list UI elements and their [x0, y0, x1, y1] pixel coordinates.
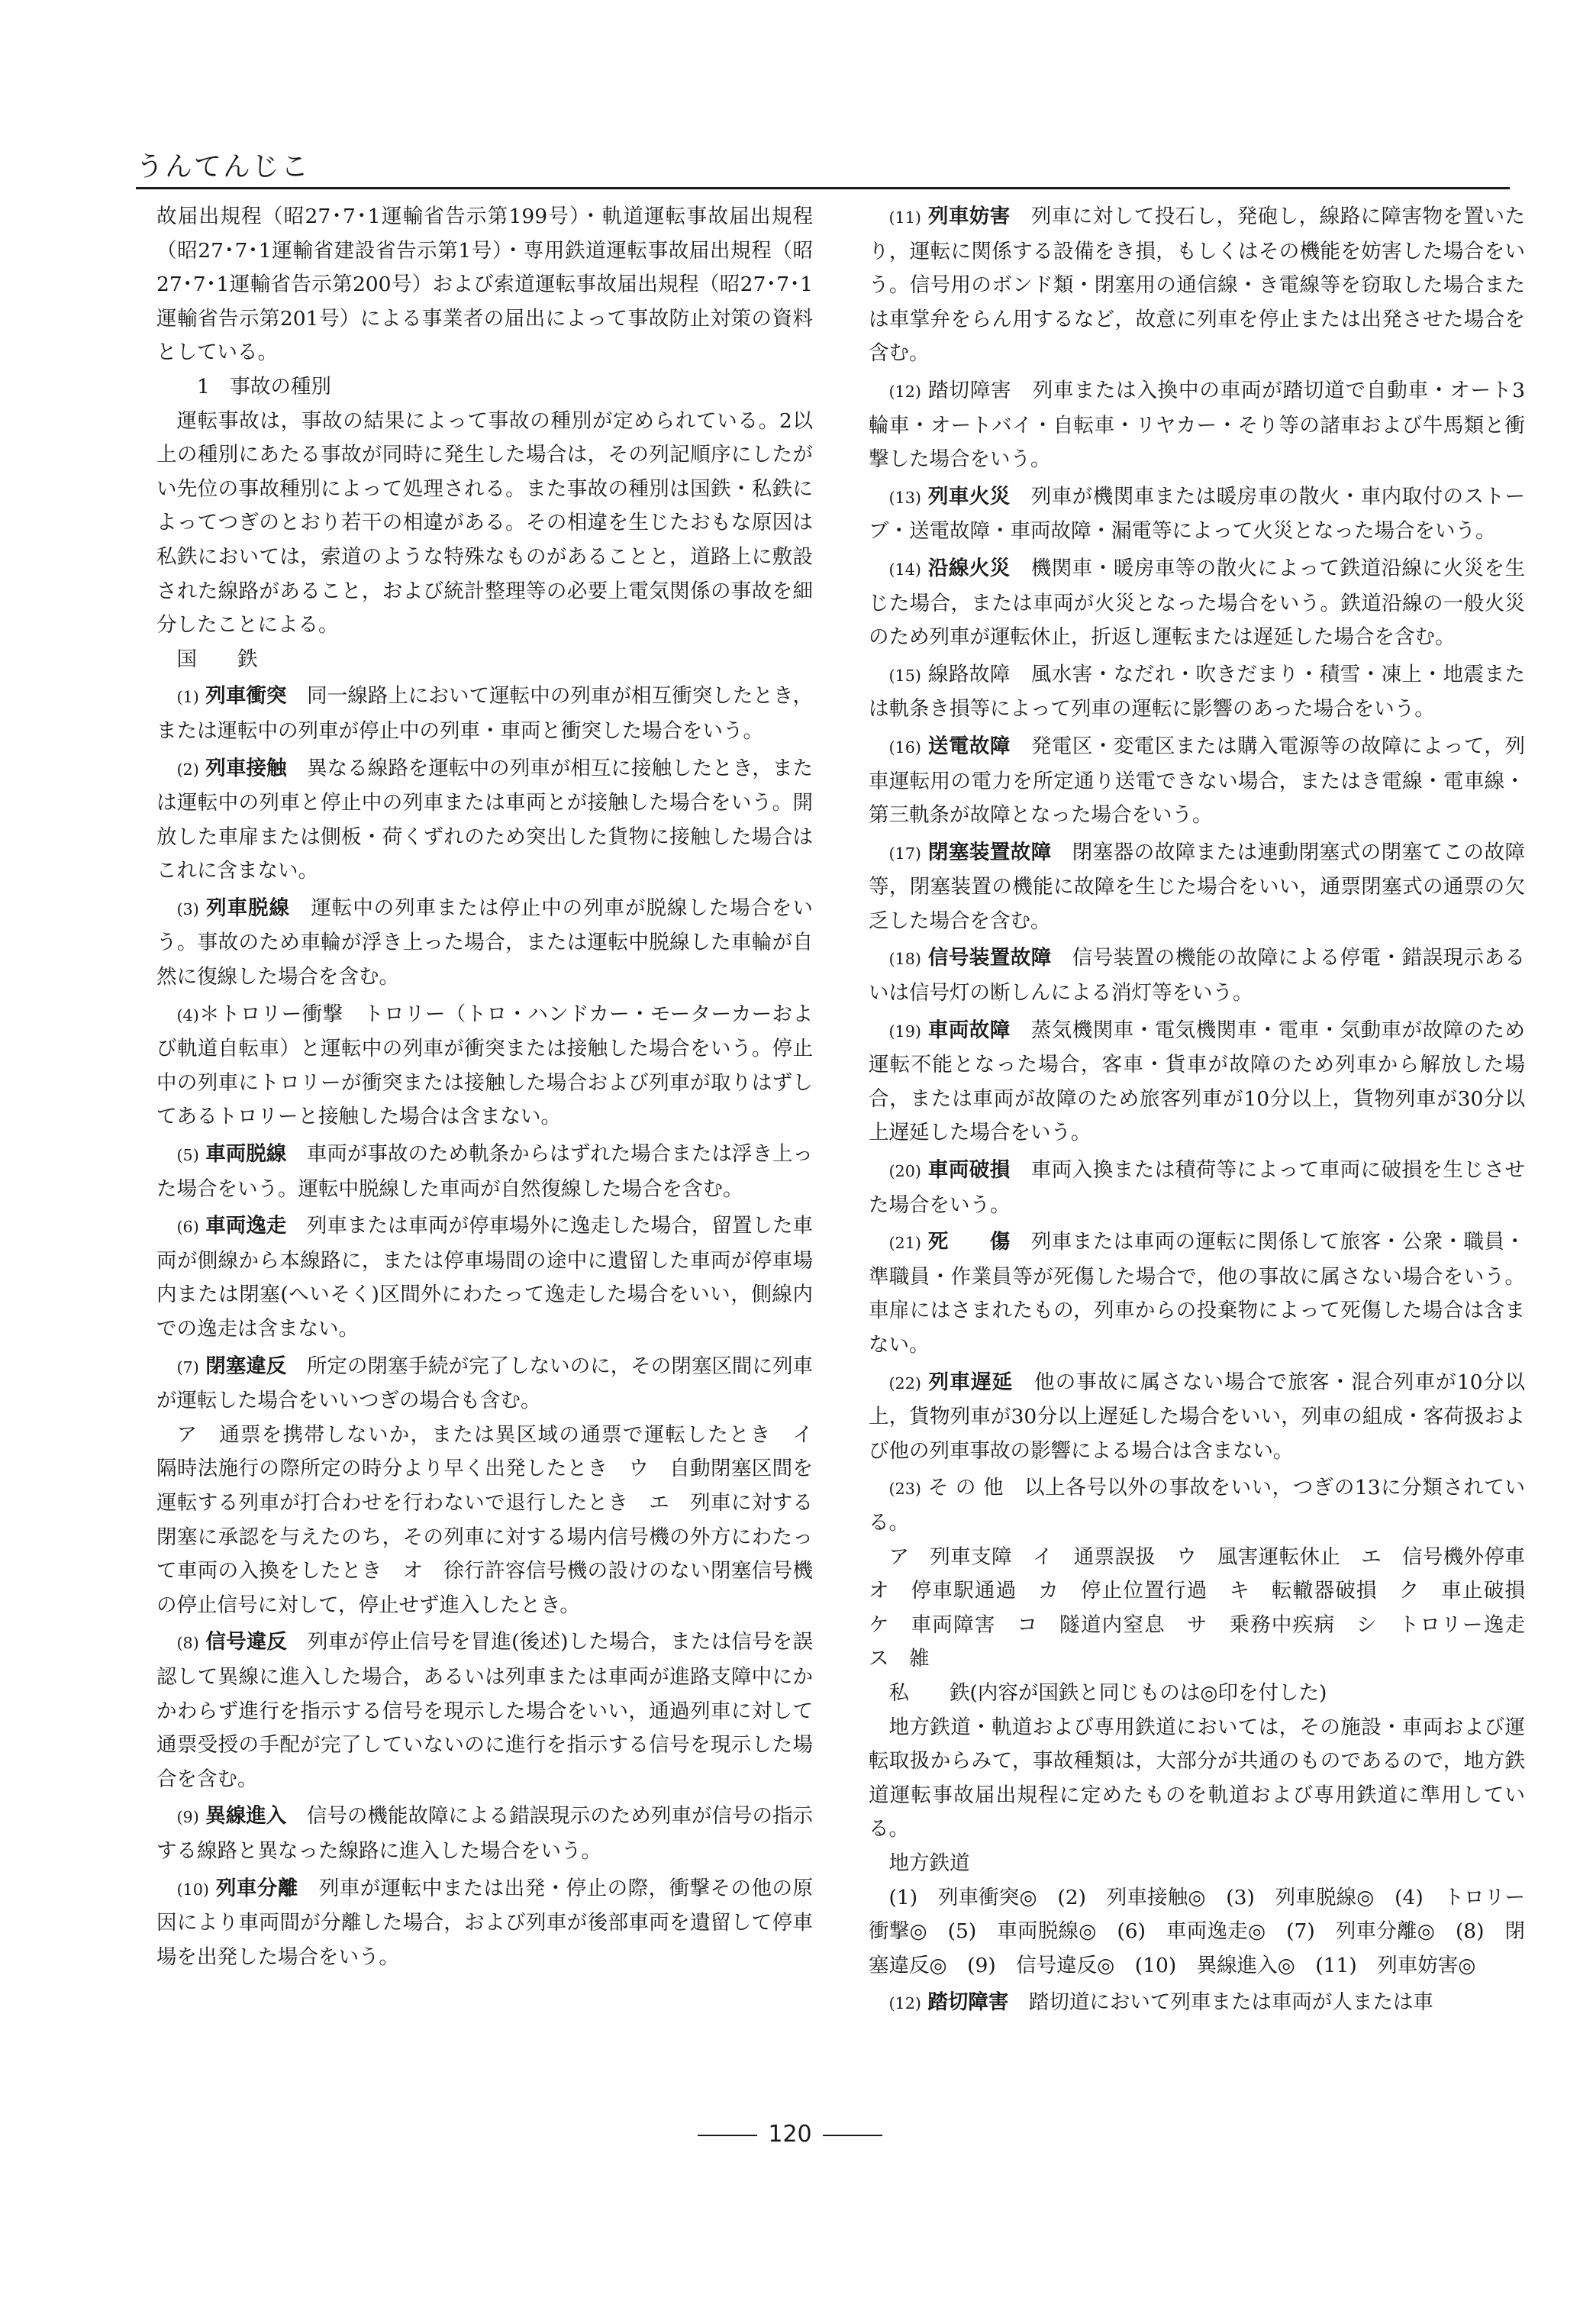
- accident-item: (19) 車両故障 蒸気機関車・電気機関車・電車・気動車が故障のため運転不能となった場合，客車・貨車が故障のため列車から解放した場合，または車両が故障のため旅客列車が10分以上，貨物列車が30分以上遅延した場合をいう。: [869, 1018, 1525, 1145]
- header-rule: [136, 187, 1510, 189]
- body-paragraph: 運転事故は，事故の結果によって事故の種別が定められている。2以上の種別にあたる事故が同時に発生した場合は，その列記順序にしたがい先位の事故種別によって処理される。また事故の種別は国鉄・私鉄によってつぎのとおり若干の相違がある。その相違を生じたおもな原因は私鉄においては，索道のような特殊なものがあることと，道路上に敷設された線路があること，および統計整理等の必要上電気関係の事故を細分したことによる。: [156, 408, 813, 637]
- accident-item: (20) 車両破損 車両入換または積荷等によって車両に破損を生じさせた場合をいう。: [869, 1158, 1525, 1217]
- right-column: [869, 200, 1546, 2021]
- accident-item: (8) 信号違反 列車が停止信号を冒進(後述)した場合，または信号を誤認して異線に進入した場合，あるいは列車または車両が進路支障中にかかわらず進行を指示する信号を現示した場合をいい，通過列車に対して通票受授の手配が完了していないのに進行を指示する信号を現示した場合を含む。: [156, 1630, 813, 1791]
- sub-list: ア 列車支障 イ 通票誤扱 ウ 風害運転休止 エ 信号機外停車 オ 停車駅通過 カ 停止位置行過 キ 転轍器破損 ク 車止破損 ケ 車両障害 コ 隧道内窒息 サ 乗務中疾病 シ トロリー逸走 ス 雑: [869, 1544, 1546, 1671]
- accident-item: (12) 踏切障害 踏切道において列車または車両が人または車: [888, 1990, 1433, 2015]
- body-paragraph: 地方鉄道・軌道および専用鉄道においては，その施設・車両および運転取扱からみて，事故種類は，大部分が共通のものであるので，地方鉄道運転事故届出規程に定めたものを軌道および専用鉄道に準用している。: [869, 1715, 1525, 1841]
- sub-heading: 地方鉄道: [888, 1851, 970, 1875]
- accident-item: (15) 線路故障 風水害・なだれ・吹きだまり・積雪・凍上・地震または軌条き損等によって列車の運転に影響のあった場合をいう。: [869, 662, 1525, 721]
- running-header: うんてんじこ: [136, 151, 311, 182]
- accident-item: (13) 列車火災 列車が機関車または暖房車の散火・車内取付のストーブ・送電故障・車両故障・漏電等によって火災となった場合をいう。: [869, 484, 1525, 544]
- category-heading: 私 鉄(内容が国鉄と同じものは◎印を付した): [888, 1680, 1327, 1705]
- accident-item: (6) 車両逸走 列車または車両が停車場外に逸走した場合，留置した車両が側線から本線路に，または停車場間の途中に遺留した車両が停車場内または閉塞(へいそく)区間外にわたって逸走した場合をいい，側線内での逸走は含まない。: [156, 1214, 813, 1341]
- footer-dash: [823, 2135, 882, 2136]
- left-column: [156, 200, 834, 1974]
- accident-item: (16) 送電故障 発電区・変電区または購入電源等の故障によって，列車運転用の電力を所定通り送電できない場合，またはき電線・電車線・第三軌条が故障となった場合をいう。: [869, 734, 1525, 828]
- sub-list: ア 通票を携帯しないか，または異区域の通票で運転したとき イ 隔時法施行の際所定の時分より早く出発したとき ウ 自動閉塞区間を運転する列車が打合わせを行わないで退行したとき エ 列車に対する閉塞に承認を与えたのち，その列車に対する場内信号機の外方にわたって車両の入換をしたとき オ 徐行許容信号機の設けのない閉塞信号機の停止信号に対して，停止せず進入したとき。: [156, 1422, 834, 1617]
- accident-item: (5) 車両脱線 車両が事故のため軌条からはずれた場合または浮き上った場合をいう。運転中脱線した車両が自然復線した場合を含む。: [156, 1142, 813, 1201]
- accident-item: (1) 列車衝突 同一線路上において運転中の列車が相互衝突したとき，または運転中の列車が停止中の列車・車両と衝突した場合をいう。: [156, 684, 813, 743]
- accident-item: (22) 列車遅延 他の事故に属さない場合で旅客・混合列車が10分以上，貨物列車が30分以上遅延した場合をいい，列車の組成・客荷扱および他の列車事故の影響による場合は含まない。: [869, 1370, 1525, 1463]
- accident-item: (21) 死 傷 列車または車両の運転に関係して旅客・公衆・職員・準職員・作業員等が死傷した場合で，他の事故に属さない場合をいう。車扉にはさまれたもの，列車からの投棄物によって死傷した場合は含まない。: [869, 1230, 1525, 1357]
- accident-item: (12) 踏切障害 列車または入換中の車両が踏切道で自動車・オート3輪車・オートバイ・自転車・リヤカー・そり等の諸車および牛馬類と衝撃した場合をいう。: [869, 378, 1525, 472]
- accident-item: (23) そ の 他 以上各号以外の事故をいい，つぎの13に分類されている。: [869, 1476, 1525, 1535]
- accident-item: (10) 列車分離 列車が運転中または出発・停止の際，衝撃その他の原因により車両間が分離した場合，および列車が後部車両を遺留して停車場を出発した場合をいう。: [156, 1876, 813, 1969]
- accident-item: (7) 閉塞違反 所定の閉塞手続が完了しないのに，その閉塞区間に列車が運転した場合をいいつぎの場合も含む。: [156, 1354, 813, 1413]
- accident-item: (9) 異線進入 信号の機能故障による錯誤現示のため列車が信号の指示する線路と異なった線路に進入した場合をいう。: [156, 1804, 813, 1863]
- accident-item: (14) 沿線火災 機関車・暖房車等の散火によって鉄道沿線に火災を生じた場合，または車両が火災となった場合をいう。鉄道沿線の一般火災のため列車が運転休止，折返し運転または遅延した場合を含む。: [869, 556, 1525, 650]
- category-heading: 国 鉄: [176, 647, 258, 671]
- accident-item: (3) 列車脱線 運転中の列車または停止中の列車が脱線した場合をいう。事故のため車輪が浮き上った場合，または運転中脱線した車輪が自然に復線した場合を含む。: [156, 896, 813, 989]
- accident-item: (17) 閉塞装置故障 閉塞器の故障または連動閉塞式の閉塞てこの故障等，閉塞装置の機能に故障を生じた場合をいい，通票閉塞式の通票の欠乏した場合を含む。: [869, 840, 1526, 933]
- page-footer: [0, 2121, 1580, 2148]
- accident-list: (1) 列車衝突◎ (2) 列車接触◎ (3) 列車脱線◎ (4) トロリー衝撃◎ (5) 車両脱線◎ (6) 車両逸走◎ (7) 列車分離◎ (8) 閉塞違反◎ (9) 信号違反◎ (10) 異線進入◎ (11) 列車妨害◎: [869, 1885, 1525, 1977]
- footer-dash: [698, 2135, 757, 2136]
- intro-paragraph: 故届出規程（昭27･7･1運輸省告示第199号）・軌道運転事故届出規程（昭27･7･1運輸省建設省告示第1号）・専用鉄道運転事故届出規程（昭27･7･1運輸省告示第200号）および索道運転事故届出規程（昭27･7･1運輸省告示第201号）による事業者の届出によって事故防止対策の資料としている。: [156, 205, 813, 365]
- page-number: 120: [768, 2121, 812, 2148]
- accident-item: (18) 信号装置故障 信号装置の機能の故障による停電・錯誤現示あるいは信号灯の断しんによる消灯等をいう。: [869, 946, 1526, 1005]
- section-heading: 1 事故の種別: [197, 374, 331, 399]
- accident-item: (4)＊トロリー衝撃 トロリー（トロ・ハンドカー・モーターカーおよび軌道自転車）と運転中の列車が衝突または接触した場合をいう。停止中の列車にトロリーが衝突または接触した場合および列車が取りはずしてあるトロリーと接触した場合は含まない。: [156, 1002, 813, 1129]
- accident-item: (2) 列車接触 異なる線路を運転中の列車が相互に接触したとき，または運転中の列車と停止中の列車または車両とが接触した場合をいう。開放した車扉または側板・荷くずれのため突出した貨物に接触した場合はこれに含まない。: [156, 756, 813, 883]
- accident-item: (11) 列車妨害 列車に対して投石し，発砲し，線路に障害物を置いたり，運転に関係する設備をき損，もしくはその機能を妨害した場合をいう。信号用のボンド類・閉塞用の通信線・き電線等を窃取した場合または車掌弁をらん用するなど，故意に列車を停止または出発させた場合を含む。: [869, 205, 1525, 366]
